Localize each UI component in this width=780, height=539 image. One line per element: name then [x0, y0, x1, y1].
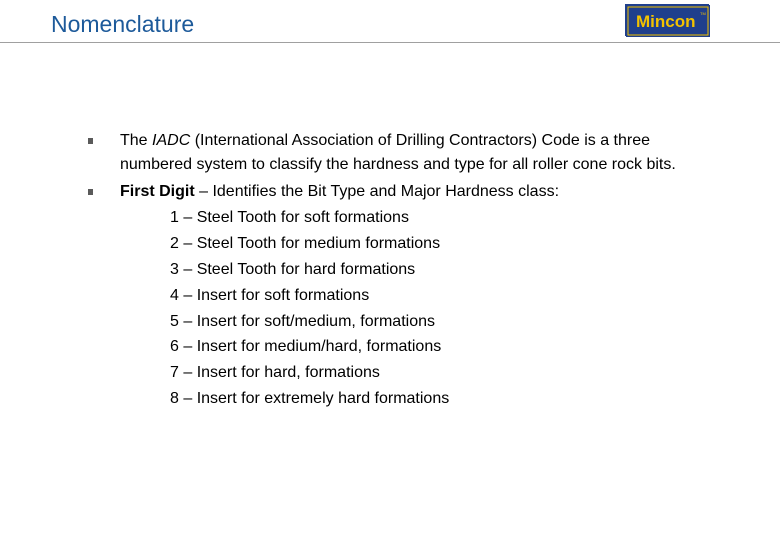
bullet-first-digit — [88, 179, 688, 205]
bullet-first-digit-text — [120, 179, 688, 205]
bullet-iadc-text — [120, 129, 688, 177]
iadc-abbreviation: IADC — [152, 132, 191, 149]
page-title: Nomenclature — [51, 11, 195, 37]
logo-icon — [626, 5, 710, 37]
first-digit-description: – Identifies the Bit Type and Major Hardness class: — [194, 183, 560, 200]
list-item: 1 – Steel Tooth for soft formations — [170, 209, 409, 226]
mincon-logo — [625, 4, 709, 36]
bullet-square-icon — [88, 138, 93, 144]
list-item: 6 – Insert for medium/hard, formations — [170, 338, 442, 356]
list-item: 7 – Insert for hard, formations — [170, 364, 380, 382]
list-item: 5 – Insert for soft/medium, formations — [170, 312, 435, 330]
logo-text: Mincon — [636, 12, 696, 31]
bullet-iadc — [88, 128, 688, 177]
bullet-iadc-pre: The — [120, 132, 153, 149]
logo-trademark: TM — [700, 11, 706, 16]
list-item: 2 – Steel Tooth for medium formations — [170, 234, 441, 252]
title-divider — [0, 42, 780, 43]
bullet-iadc-post: (International Association of Drilling Contractors) Code is a three numbered system to classify the hardness and type for all roller cone rock bits. — [120, 132, 676, 173]
bit-type-list — [88, 205, 688, 412]
list-item: 3 – Steel Tooth for hard formations — [170, 260, 416, 278]
list-item: 4 – Insert for soft formations — [170, 286, 370, 304]
slide-body — [88, 128, 688, 412]
list-item: 8 – Insert for extremely hard formations — [170, 390, 450, 408]
first-digit-label: First Digit — [120, 183, 195, 200]
bullet-square-icon — [88, 189, 93, 195]
